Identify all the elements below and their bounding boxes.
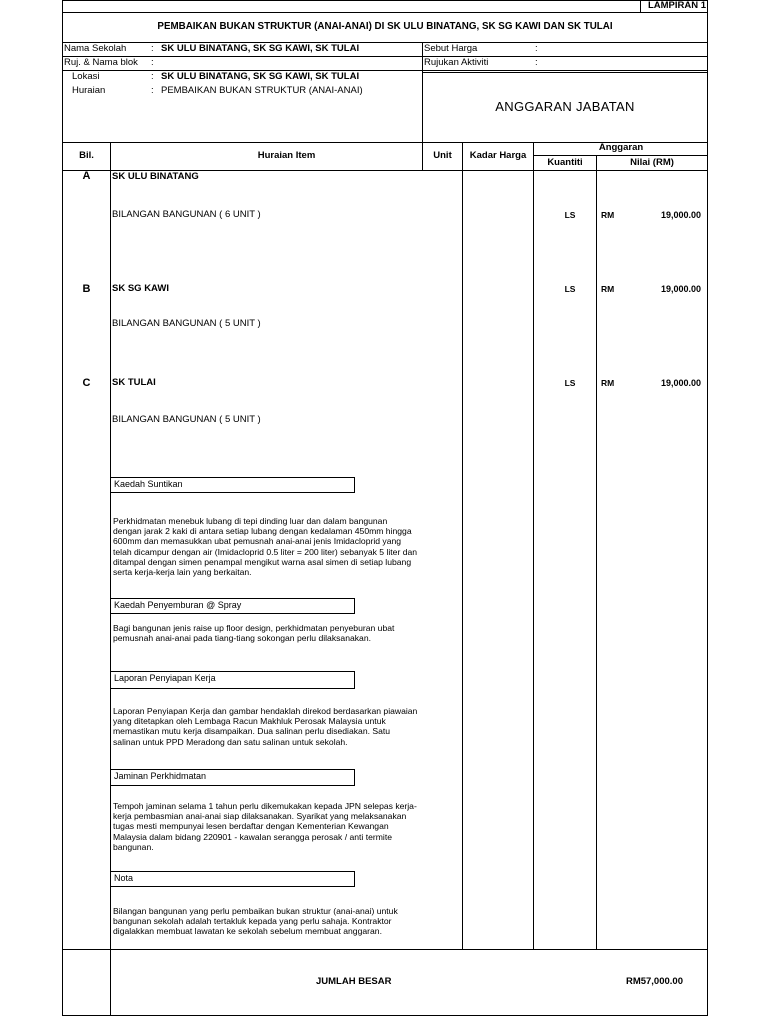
item-school-name: SK ULU BINATANG (112, 171, 199, 182)
item-nilai: 19,000.00 (660, 378, 701, 388)
nama-sekolah-label: Nama Sekolah (64, 43, 127, 54)
lokasi-value: SK ULU BINATANG, SK SG KAWI, SK TULAI (161, 71, 360, 82)
border-top (62, 0, 708, 1)
item-bilangan-bangunan: BILANGAN BANGUNAN ( 6 UNIT ) (112, 209, 261, 220)
huraian-label: Huraian (72, 85, 106, 96)
item-nilai: 19,000.00 (660, 284, 701, 294)
section-text-laporan-penyiapan: Laporan Penyiapan Kerja dan gambar hendaklah direkod berdasarkan piawaian yang ditetapkan oleh Lembaga Racun Makhluk Perosak Malaysia untuk memastikan mutu kerja disampaikan. Dua salinan perlu disediakan. Satu salinan untuk PPD Meradong dan satu salinan untuk sekolah. (113, 706, 418, 747)
item-bilangan-bangunan: BILANGAN BANGUNAN ( 5 UNIT ) (112, 414, 261, 425)
item-nilai: 19,000.00 (660, 210, 701, 220)
item-currency: RM (601, 378, 615, 388)
sebut-harga-label: Sebut Harga (424, 43, 478, 54)
jumlah-besar-label: JUMLAH BESAR (316, 976, 392, 987)
rule (62, 949, 708, 950)
section-heading-nota: Nota (110, 871, 355, 887)
rule (462, 142, 463, 950)
section-heading-laporan-penyiapan: Laporan Penyiapan Kerja (110, 671, 355, 689)
colon: : (151, 43, 154, 54)
item-school-name: SK SG KAWI (112, 283, 170, 294)
col-unit: Unit (433, 150, 452, 161)
rule (422, 72, 708, 73)
section-heading-kaedah-penyemburan: Kaedah Penyemburan @ Spray (110, 598, 355, 614)
rule (533, 155, 708, 156)
section-heading-jaminan-perkhidmatan: Jaminan Perkhidmatan (110, 769, 355, 786)
col-anggaran: Anggaran (598, 142, 644, 153)
item-kuantiti: LS (564, 378, 576, 388)
colon: : (151, 57, 154, 68)
ruj-nama-blok-label: Ruj. & Nama blok (64, 57, 138, 68)
rujukan-aktiviti-label: Rujukan Aktiviti (424, 57, 489, 68)
item-kuantiti: LS (564, 210, 576, 220)
section-text-jaminan-perkhidmatan: Tempoh jaminan selama 1 tahun perlu dikemukakan kepada JPN selepas kerja-kerja pembasmian anai-anai siap dilaksanakan. Syarikat yang melaksanakan tugas mesti mempunyai lesen berdaftar dengan Kementerian Kewangan Malaysia dalam bidang 220901 - kawalan serangga perosak / anti termite bangunan. (113, 801, 417, 852)
section-text-nota: Bilangan bangunan yang perlu pembaikan bukan struktur (anai-anai) untuk bangunan sekolah adalah tertakluk kepada yang perlu sahaja. Kontraktor digalakkan membuat lawatan ke sekolah sebelum membuat anggaran. (113, 906, 398, 937)
document-title: PEMBAIKAN BUKAN STRUKTUR (ANAI-ANAI) DI SK ULU BINATANG, SK SG KAWI DAN SK TULAI (157, 21, 613, 32)
rule (62, 12, 708, 13)
rule (62, 42, 708, 43)
colon: : (535, 57, 538, 68)
item-bil: B (82, 283, 91, 295)
col-kadar-harga: Kadar Harga (469, 150, 527, 161)
anggaran-jabatan-heading: ANGGARAN JABATAN (495, 99, 635, 114)
col-nilai: Nilai (RM) (630, 157, 674, 168)
rule (596, 155, 597, 950)
rule (533, 142, 534, 950)
colon: : (535, 43, 538, 54)
section-text-kaedah-suntikan: Perkhidmatan menebuk lubang di tepi dinding luar dan dalam bangunan dengan jarak 2 kaki di antara setiap lubang dengan kedalaman 450mm hingga 600mm dan memasukkan ubat pemusnah anai-anai jenis Imidacloprid yang telah dicampur dengan air (Imidacloprid 0.5 liter = 200 liter) sebanyak 5 liter dan ditampal dengan simen penampal mengikut warna asal simen di setiap lubang serta kerja-kerja lain yang berkaitan. (113, 516, 418, 578)
border-bottom (62, 1015, 708, 1016)
huraian-value: PEMBAIKAN BUKAN STRUKTUR (ANAI-ANAI) (161, 85, 363, 96)
item-bilangan-bangunan: BILANGAN BANGUNAN ( 5 UNIT ) (112, 318, 261, 329)
item-bil: A (82, 170, 91, 182)
item-school-name: SK TULAI (112, 377, 156, 388)
section-heading-kaedah-suntikan: Kaedah Suntikan (110, 477, 355, 493)
nama-sekolah-value: SK ULU BINATANG, SK SG KAWI, SK TULAI (161, 43, 360, 54)
col-huraian-item: Huraian Item (257, 150, 316, 161)
col-kuantiti: Kuantiti (547, 157, 583, 168)
section-text-kaedah-penyemburan: Bagi bangunan jenis raise up floor design, perkhidmatan penyeburan ubat pemusnah anai-anai pada tiang-tiang sokongan perlu dilaksanakan. (113, 623, 395, 644)
item-currency: RM (601, 210, 615, 220)
rule (62, 70, 708, 71)
lokasi-label: Lokasi (72, 71, 100, 82)
rule (62, 56, 708, 57)
item-bil: C (82, 377, 91, 389)
col-bil: Bil. (79, 150, 94, 161)
colon: : (151, 85, 154, 96)
item-kuantiti: LS (564, 284, 576, 294)
colon: : (151, 71, 154, 82)
lampiran-label: LAMPIRAN 1 (647, 0, 706, 11)
jumlah-besar-value: RM57,000.00 (625, 976, 683, 987)
item-currency: RM (601, 284, 615, 294)
